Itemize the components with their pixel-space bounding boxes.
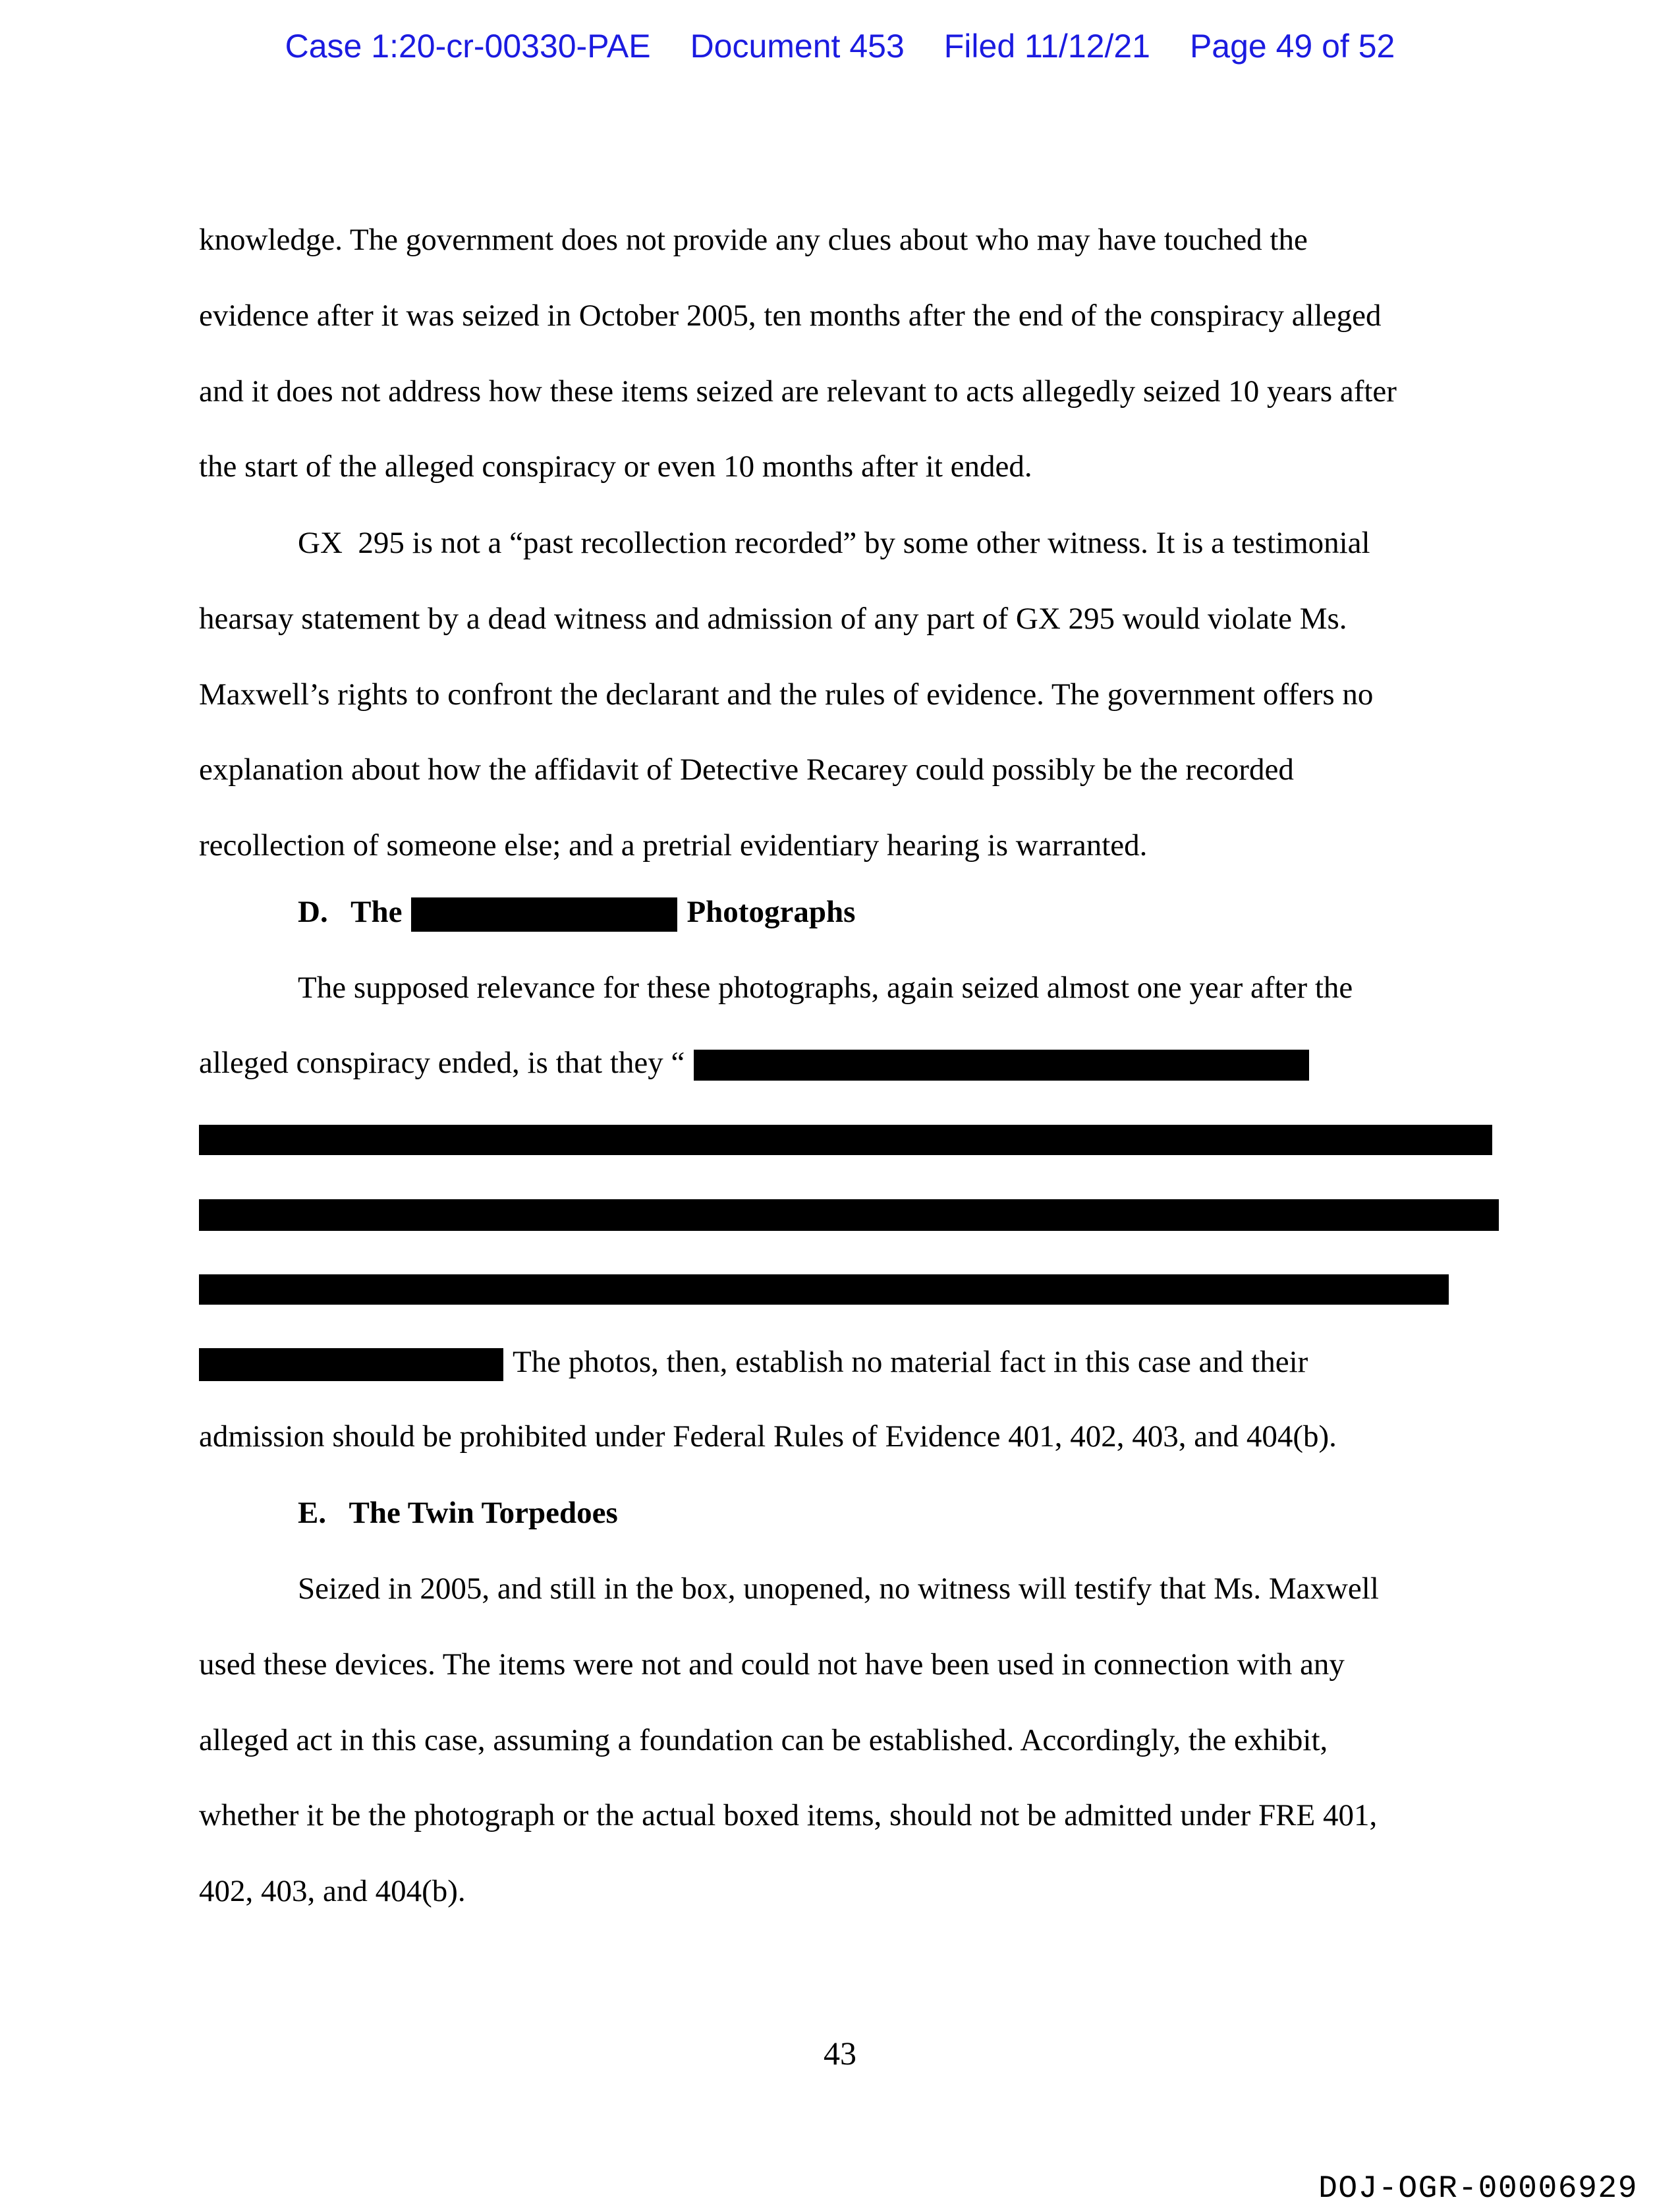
text-run: The supposed relevance for these photographs, again seized almost one year after the [298,971,1353,1005]
text-line [199,1646,1345,1683]
text-run: Seized in 2005, and still in the box, unopened, no witness will testify that Ms. Maxwell [298,1572,1379,1606]
header-filed-date: Filed 11/12/21 [943,28,1150,65]
text-run: admission should be prohibited under Federal Rules of Evidence 401, 402, 403, and 404(b). [199,1419,1337,1454]
text-run: Maxwell’s rights to confront the declarant and the rules of evidence. The government offers no [199,677,1374,712]
text-run: 402, 403, and 404(b). [199,1874,466,1909]
text-line [199,1570,1379,1607]
text-line [199,1797,1377,1834]
text-run: alleged act in this case, assuming a foundation can be established. Accordingly, the exhibit, [199,1722,1328,1757]
redaction-bar [199,1125,1492,1155]
bates-stamp: DOJ-OGR-00006929 [1318,2171,1638,2207]
text-line [199,676,1373,713]
heading-line [199,893,855,932]
text-run: recollection of someone else; and a pretrial evidentiary hearing is warranted. [199,828,1148,863]
text-line [199,1119,1492,1156]
text-line [199,827,1147,864]
header-case-number: Case 1:20-cr-00330-PAE [285,28,651,65]
redaction-bar [199,1348,503,1381]
text-line [199,1044,1309,1081]
text-line [199,297,1381,334]
header-document-number: Document 453 [690,28,905,65]
pacer-header [0,29,1680,63]
text-run: E. The Twin Torpedoes [298,1496,618,1530]
text-line [199,1418,1337,1455]
redaction-bar [694,1050,1309,1081]
redaction-bar [199,1199,1499,1231]
text-line [199,1722,1328,1759]
text-run: knowledge. The government does not provide any clues about who may have touched the [199,223,1308,257]
page-number: 43 [824,2035,856,2072]
text-line [199,1344,1308,1381]
text-line [199,221,1308,258]
text-line [199,751,1294,788]
text-line [199,373,1397,410]
text-line [199,600,1347,637]
redaction-bar [411,897,677,932]
text-run: hearsay statement by a dead witness and admission of any part of GX 295 would violate Ms. [199,601,1347,636]
text-line [199,448,1032,485]
text-run: Photographs [686,895,856,929]
text-run: The photos, then, establish no material fact in this case and their [513,1344,1308,1379]
redaction-bar [199,1274,1449,1305]
text-line [199,1268,1449,1305]
text-line [199,969,1353,1006]
text-line [199,1194,1499,1231]
text-run: explanation about how the affidavit of Detective Recarey could possibly be the recorded [199,752,1294,787]
heading-line [199,1494,618,1531]
text-run: the start of the alleged conspiracy or even 10 months after it ended. [199,449,1032,484]
text-run: alleged conspiracy ended, is that they “ [199,1045,685,1080]
text-run: D. The [298,895,403,929]
text-run: GX 295 is not a “past recollection recorded” by some other witness. It is a testimonial [298,526,1370,560]
header-page-count: Page 49 of 52 [1189,28,1395,65]
text-run: used these devices. The items were not and could not have been used in connection with any [199,1647,1345,1682]
text-run: evidence after it was seized in October 2005, ten months after the end of the conspiracy alleged [199,298,1382,333]
text-run: whether it be the photograph or the actual boxed items, should not be admitted under FRE 401, [199,1798,1378,1833]
text-run: and it does not address how these items seized are relevant to acts allegedly seized 10 years after [199,374,1397,409]
text-line [199,1873,466,1910]
text-line [199,525,1370,561]
